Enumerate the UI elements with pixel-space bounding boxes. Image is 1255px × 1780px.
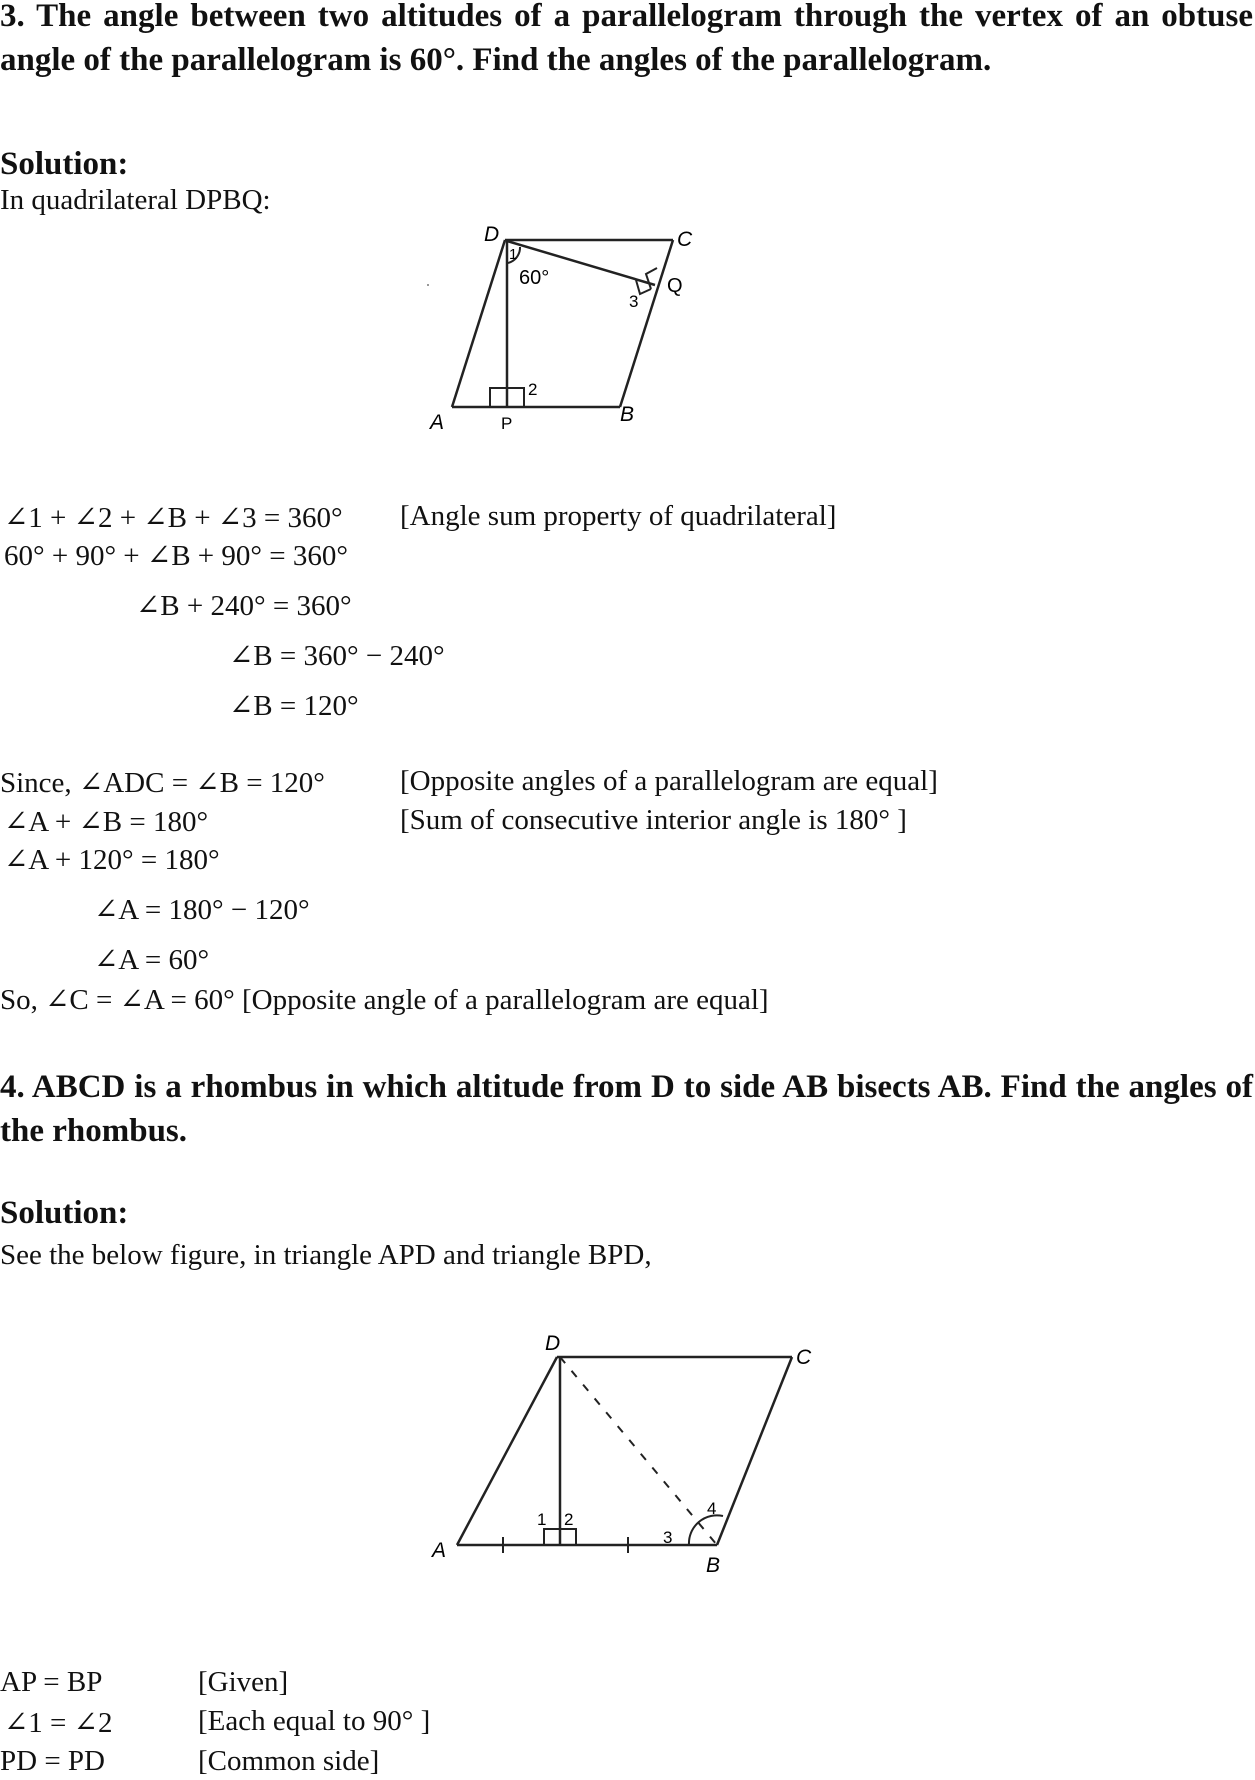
q3-step-1: ∠1 + ∠2 + ∠B + ∠3 = 360° bbox=[4, 502, 343, 534]
label-a: A bbox=[432, 1539, 447, 1562]
q4-step-2: ∠1 = ∠2 bbox=[4, 1707, 113, 1739]
label-d: D bbox=[484, 223, 500, 246]
label-c: C bbox=[677, 228, 693, 251]
q3-step-10: ∠A = 60° bbox=[94, 944, 210, 976]
question-3-title: 3. The angle between two altitudes of a parallelogram through the vertex of an obtuse angle of the parallelogram is 60°. Find the angles of the parallelogram. bbox=[0, 0, 1253, 78]
label-angle-3: 3 bbox=[629, 292, 639, 311]
scan-speck bbox=[427, 284, 429, 286]
rhombus-figure-q4 bbox=[420, 1320, 820, 1580]
side-bc bbox=[620, 240, 673, 407]
q3-step-8: ∠A + 120° = 180° bbox=[4, 844, 220, 876]
q3-step-1-reason: [Angle sum property of quadrilateral] bbox=[400, 500, 837, 532]
solution-label-q3: Solution: bbox=[0, 146, 129, 182]
q3-step-7: ∠A + ∠B = 180° bbox=[4, 806, 209, 838]
q3-step-5: ∠B = 120° bbox=[229, 690, 359, 722]
q3-intro-text: In quadrilateral DPBQ: bbox=[0, 184, 271, 216]
label-b: B bbox=[620, 403, 635, 426]
q4-step-1: AP = BP bbox=[0, 1666, 103, 1698]
side-da bbox=[452, 240, 505, 407]
side-bc bbox=[717, 1357, 792, 1545]
label-angle-1: 1 bbox=[537, 1510, 547, 1529]
q3-step-6: Since, ∠ADC = ∠B = 120° bbox=[0, 767, 325, 799]
label-a: A bbox=[430, 411, 445, 434]
q3-step-7-reason: [Sum of consecutive interior angle is 180° ] bbox=[400, 804, 907, 836]
label-angle-2: 2 bbox=[564, 1510, 574, 1529]
question-4-title: 4. ABCD is a rhombus in which altitude from D to side AB bisects AB. Find the angles of the rhombus. bbox=[0, 1069, 1253, 1149]
right-angle-mark-p2 bbox=[509, 388, 524, 407]
q3-step-9: ∠A = 180° − 120° bbox=[94, 894, 310, 926]
label-angle-60: 60° bbox=[519, 267, 550, 289]
q4-step-3-reason: [Common side] bbox=[198, 1745, 380, 1777]
q4-step-3: PD = PD bbox=[0, 1745, 105, 1777]
parallelogram-figure-q3 bbox=[420, 215, 740, 440]
label-angle-3: 3 bbox=[663, 1528, 673, 1547]
label-b: B bbox=[706, 1554, 721, 1577]
q3-step-2: 60° + 90° + ∠B + 90° = 360° bbox=[4, 540, 348, 572]
q3-step-3: ∠B + 240° = 360° bbox=[136, 590, 352, 622]
label-angle-1: 1 bbox=[509, 246, 518, 263]
diagonal-db bbox=[560, 1357, 717, 1545]
q4-step-2-reason: [Each equal to 90° ] bbox=[198, 1705, 431, 1737]
label-angle-2: 2 bbox=[528, 380, 538, 399]
q3-step-6-reason: [Opposite angles of a parallelogram are equal] bbox=[400, 765, 938, 797]
right-angle-mark-q bbox=[646, 268, 657, 289]
label-c: C bbox=[796, 1346, 812, 1369]
q4-step-1-reason: [Given] bbox=[198, 1666, 289, 1698]
label-angle-4: 4 bbox=[707, 1499, 717, 1518]
q4-intro-text: See the below figure, in triangle APD and triangle BPD, bbox=[0, 1239, 652, 1271]
solution-label-q4: Solution: bbox=[0, 1195, 129, 1231]
q3-step-11: So, ∠C = ∠A = 60° [Opposite angle of a parallelogram are equal] bbox=[0, 984, 769, 1016]
label-q: Q bbox=[667, 275, 683, 297]
q3-step-4: ∠B = 360° − 240° bbox=[229, 640, 445, 672]
label-d: D bbox=[545, 1332, 561, 1355]
label-p: P bbox=[501, 414, 513, 433]
